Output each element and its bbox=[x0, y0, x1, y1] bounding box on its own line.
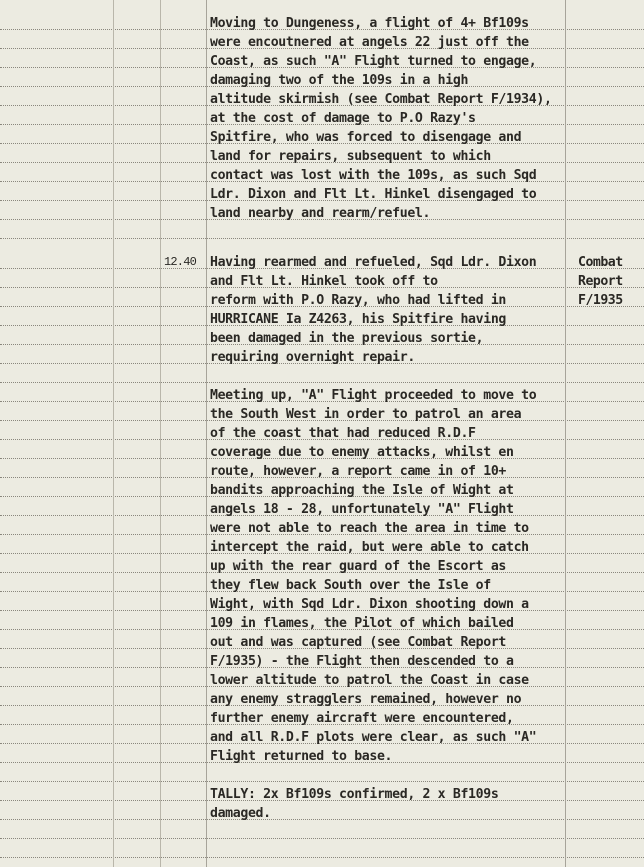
column-divider-2 bbox=[160, 0, 161, 867]
ruled-line bbox=[0, 238, 644, 239]
ruled-line bbox=[0, 857, 644, 858]
column-divider-3 bbox=[206, 0, 207, 867]
column-divider-4 bbox=[565, 0, 566, 867]
entry-narrative-2: Having rearmed and refueled, Sqd Ldr. Dixon and Flt Lt. Hinkel took off to reform with P.O Razy, who had lifted in HURRICANE Ia Z4263, his Spitfire having been damaged in the previous sortie, requiring overnight repair. Meeting up, "A" Flight proceeded to move to the South West in order to patrol an area of the coast that had reduced R.D.F coverage due to enemy attacks, whilst en route, however, a report came in of 10+ bandits approaching the Isle of Wight at angels 18 - 28, unfortunately "A" Flight were not able to reach the area in time to intercept the raid, but were able to catch up with the rear guard of the Escort as they flew back South over the Isle of Wight, with Sqd Ldr. Dixon shooting down a 109 in flames, the Pilot of which bailed out and was captured (see Combat Report F/1935) - the Flight then descended to a lower altitude to patrol the Coast in case any enemy stragglers remained, however no further enemy aircraft were encountered, and all R.D.F plots were clear, as such "A" Flight returned to base. TALLY: 2x Bf109s confirmed, 2 x Bf109s damaged. bbox=[210, 255, 537, 821]
ruled-line bbox=[0, 838, 644, 839]
entry-time: 12.40 bbox=[164, 255, 197, 269]
entry-reference: Combat Report F/1935 bbox=[578, 255, 623, 308]
entry-narrative-1: Moving to Dungeness, a flight of 4+ Bf109s were encoutnered at angels 22 just off the Coast, as such "A" Flight turned to engage, damaging two of the 109s in a high altitude skirmish (see Combat Report F/1934), at the cost of damage to P.O Razy's Spitfire, who was forced to disengage and land for repairs, subsequent to which contact was lost with the 109s, as such Sqd Ldr. Dixon and Flt Lt. Hinkel disengaged to land nearby and rearm/refuel. bbox=[210, 16, 552, 221]
column-divider-1 bbox=[113, 0, 114, 867]
